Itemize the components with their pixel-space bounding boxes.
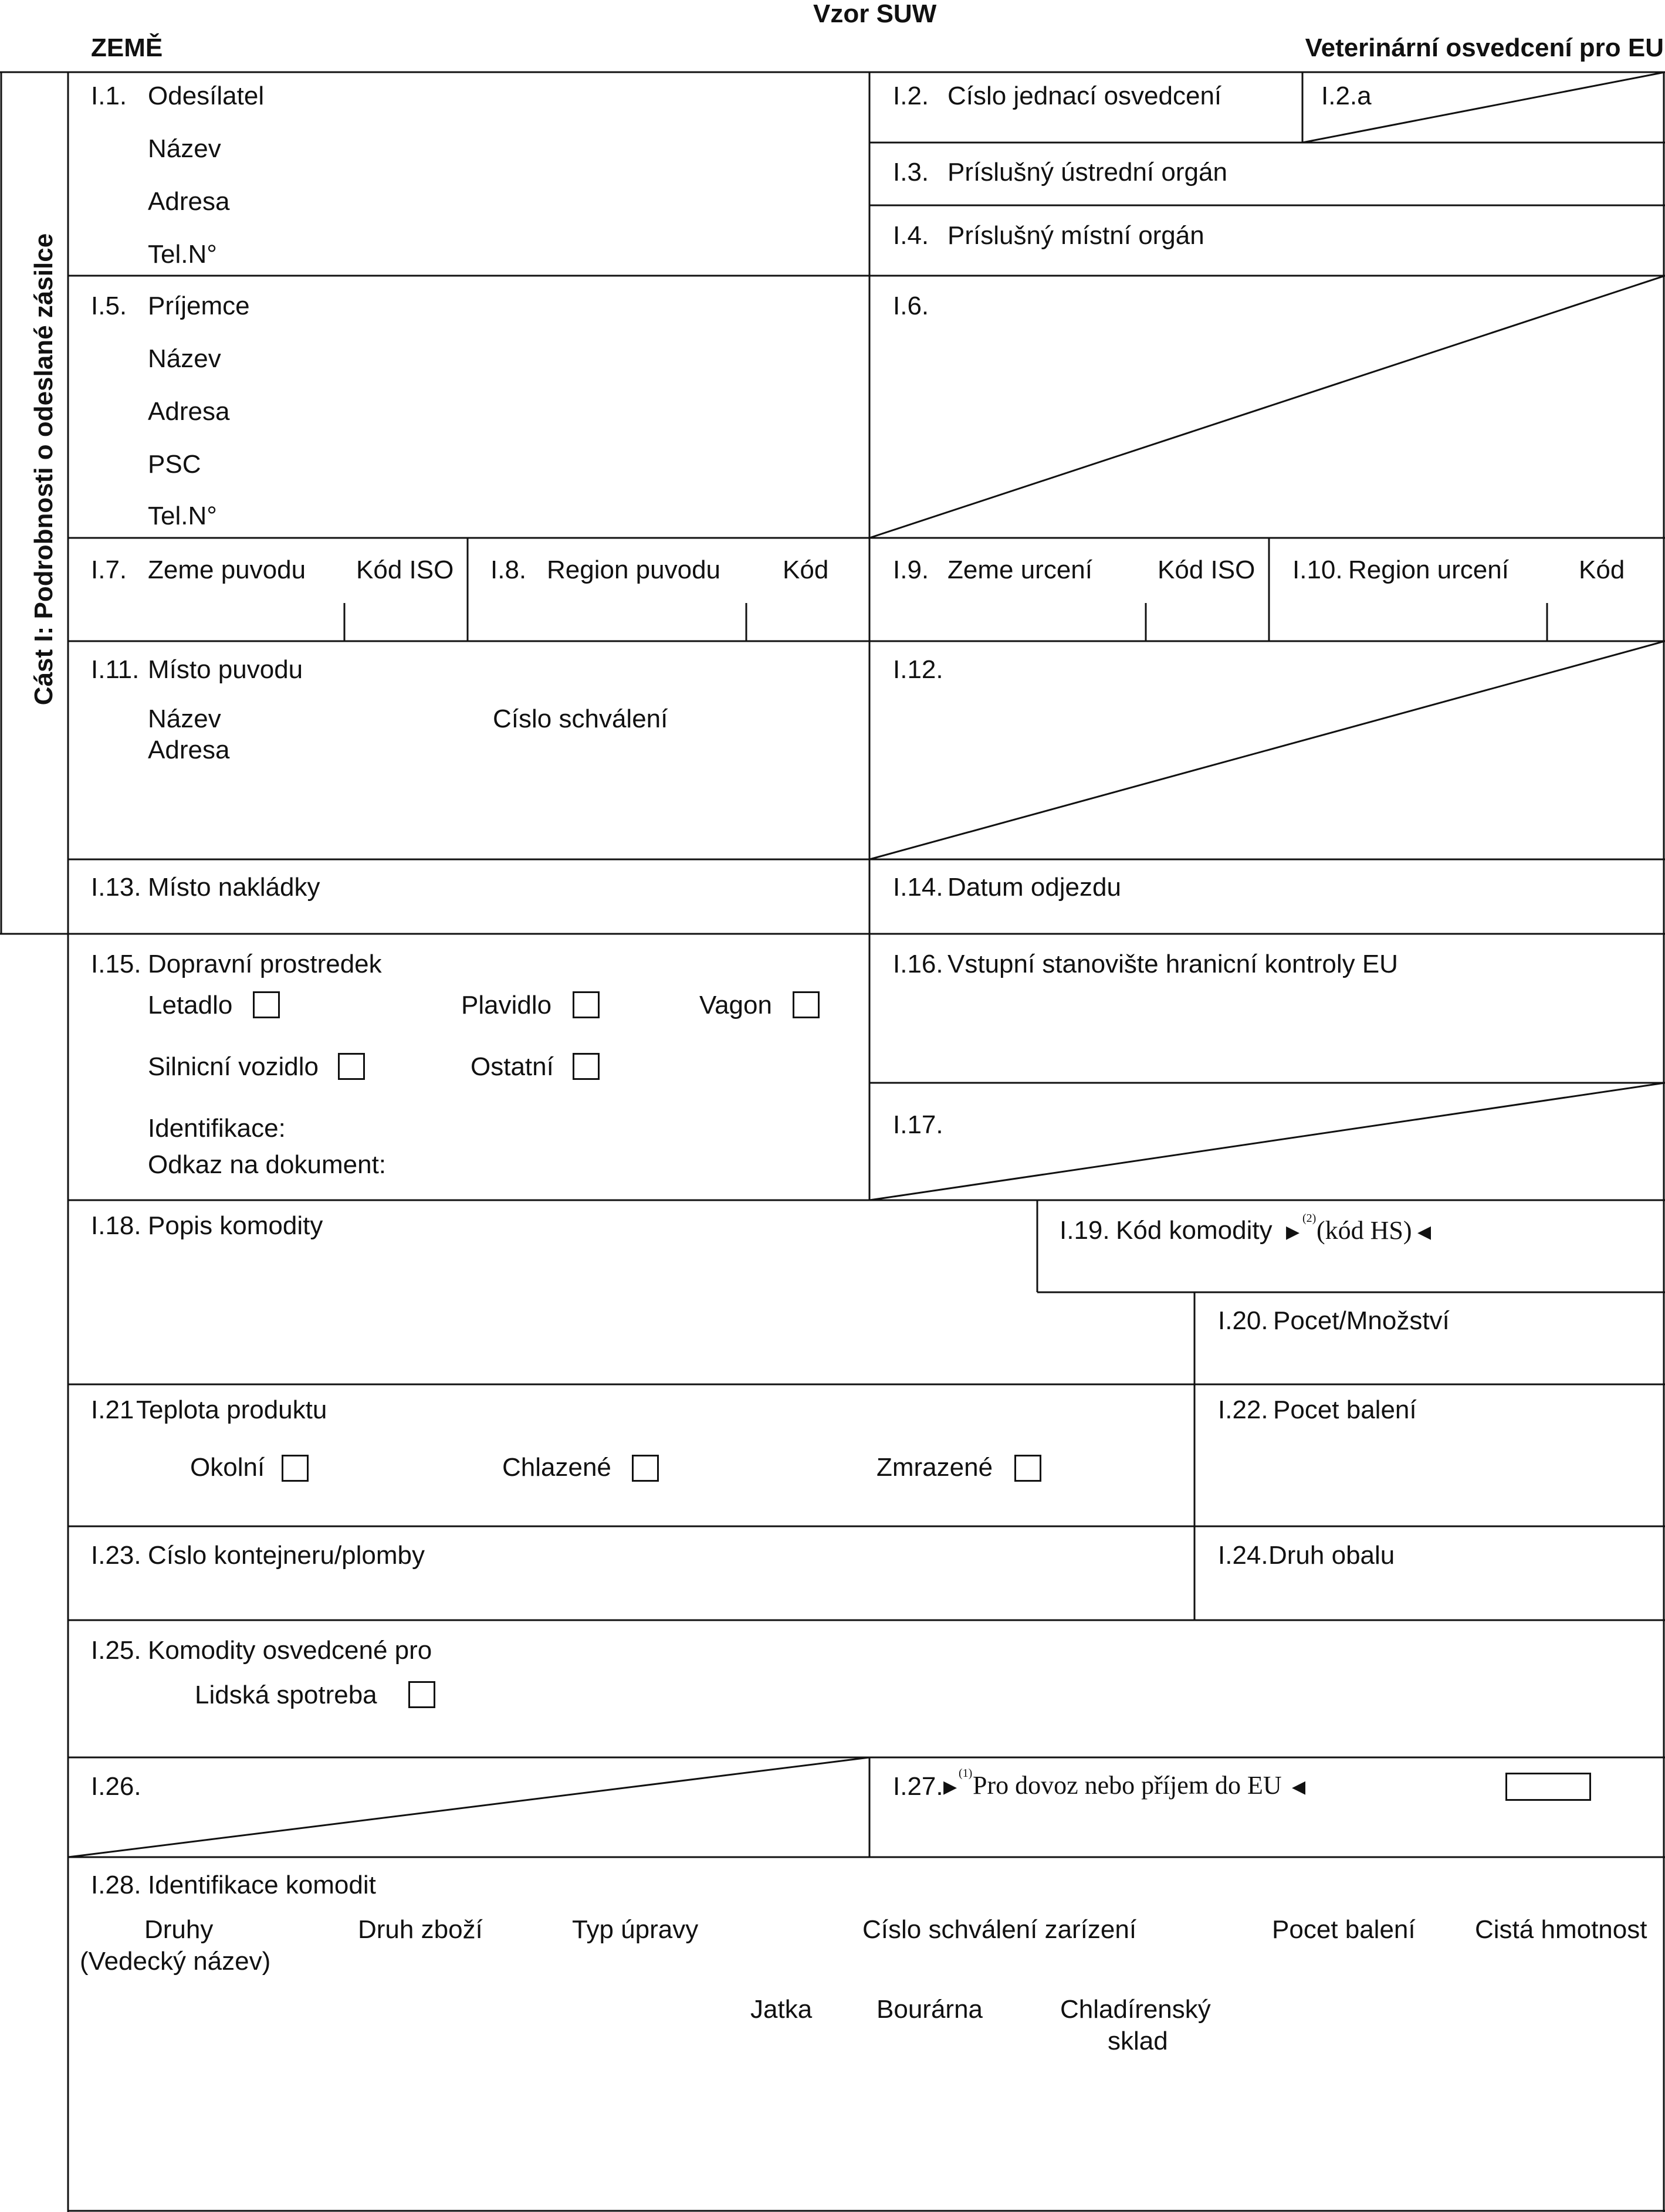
- region-of-origin-label: Region puvodu: [547, 555, 721, 584]
- chilled-label: Chlazené: [502, 1453, 611, 1482]
- i14-number: I.14.: [893, 873, 943, 902]
- aircraft-label: Letadlo: [148, 991, 233, 1019]
- i19-number: I.19.: [1060, 1216, 1110, 1245]
- footnote-2-marker: (2): [1302, 1212, 1317, 1225]
- wagon-checkbox[interactable]: [793, 991, 820, 1018]
- frozen-checkbox[interactable]: [1014, 1455, 1041, 1482]
- region-of-destination-label: Region urcení: [1348, 555, 1509, 584]
- chilled-checkbox[interactable]: [632, 1455, 659, 1482]
- origin-address-label: Adresa: [148, 736, 230, 764]
- country-label: ZEMĚ: [91, 33, 163, 62]
- i7-number: I.7.: [91, 555, 127, 584]
- i5-number: I.5.: [91, 292, 127, 320]
- place-of-origin-label: Místo puvodu: [148, 655, 303, 684]
- i20-number: I.20.: [1218, 1306, 1268, 1335]
- i26-number: I.26.: [91, 1772, 141, 1801]
- column-approval-number: Císlo schválení zarízení: [862, 1915, 1137, 1944]
- consignor-address-label: Adresa: [148, 187, 230, 216]
- footnote-1-marker: (1): [959, 1767, 973, 1780]
- consignee-label: Príjemce: [148, 292, 250, 320]
- human-consumption-checkbox[interactable]: [408, 1681, 435, 1708]
- ambient-checkbox[interactable]: [282, 1455, 309, 1482]
- package-type-label: Druh obalu: [1268, 1541, 1395, 1570]
- commodity-description-label: Popis komodity: [148, 1211, 323, 1240]
- i27-number: I.27.: [893, 1772, 943, 1801]
- i1-number: I.1.: [91, 82, 127, 110]
- destination-iso-code-label: Kód ISO: [1158, 555, 1255, 584]
- consignee-postcode-label: PSC: [148, 450, 201, 479]
- frozen-label: Zmrazené: [877, 1453, 993, 1482]
- i11-number: I.11.: [91, 655, 140, 684]
- entry-bip-label: Vstupní stanovište hranicní kontroly EU: [947, 950, 1398, 978]
- i4-number: I.4.: [893, 221, 929, 250]
- column-treatment-type: Typ úpravy: [572, 1915, 699, 1944]
- central-authority-label: Príslušný ústrední orgán: [947, 158, 1227, 187]
- i2a-number: I.2.a: [1321, 82, 1372, 110]
- column-species: Druhy: [144, 1915, 214, 1944]
- i2-number: I.2.: [893, 82, 929, 110]
- subcolumn-slaughterhouse: Jatka: [750, 1995, 813, 2024]
- i13-number: I.13.: [91, 873, 141, 902]
- consignee-tel-label: Tel.N°: [148, 502, 217, 530]
- i15-number: I.15.: [91, 950, 141, 978]
- human-consumption-label: Lidská spotreba: [195, 1681, 377, 1709]
- origin-iso-code-label: Kód ISO: [356, 555, 454, 584]
- local-authority-label: Príslušný místní orgán: [947, 221, 1204, 250]
- insert-end-icon: ◀: [1292, 1777, 1306, 1797]
- column-net-weight: Cistá hmotnost: [1475, 1915, 1647, 1944]
- i6-number: I.6.: [893, 292, 929, 320]
- origin-name-label: Název: [148, 704, 221, 733]
- insert-start-icon: ▶: [1286, 1222, 1300, 1242]
- consignee-address-label: Adresa: [148, 397, 230, 426]
- i9-number: I.9.: [893, 555, 929, 584]
- column-species-scientific: (Vedecký název): [80, 1947, 271, 1976]
- insert-end-icon: ◀: [1417, 1222, 1432, 1242]
- means-of-transport-label: Dopravní prostredek: [148, 950, 382, 978]
- i3-number: I.3.: [893, 158, 929, 187]
- i16-number: I.16.: [893, 950, 943, 978]
- ship-label: Plavidlo: [461, 991, 552, 1019]
- subcolumn-cutting-plant: Bourárna: [877, 1995, 983, 2024]
- i18-number: I.18.: [91, 1211, 141, 1240]
- other-transport-label: Ostatní: [471, 1052, 554, 1081]
- hs-code-label: (kód HS): [1317, 1216, 1412, 1245]
- document-reference-label: Odkaz na dokument:: [148, 1150, 387, 1179]
- i8-number: I.8.: [490, 555, 527, 584]
- consignee-name-label: Název: [148, 344, 221, 373]
- origin-region-code-label: Kód: [783, 555, 829, 584]
- road-vehicle-label: Silnicní vozidlo: [148, 1052, 319, 1081]
- model-title: Vzor SUW: [813, 0, 937, 28]
- road-vehicle-checkbox[interactable]: [338, 1053, 365, 1080]
- aircraft-checkbox[interactable]: [253, 991, 280, 1018]
- consignor-label: Odesílatel: [148, 82, 265, 110]
- i28-number: I.28.: [91, 1871, 141, 1899]
- i24-number: I.24.: [1218, 1541, 1268, 1570]
- wagon-label: Vagon: [699, 991, 772, 1019]
- subcolumn-cold-store-line1: Chladírenský: [1060, 1995, 1211, 2024]
- ambient-label: Okolní: [190, 1453, 265, 1482]
- i17-number: I.17.: [893, 1110, 943, 1139]
- certificate-title: Veterinární osvedcení pro EU: [1305, 33, 1664, 62]
- i21-number: I.21: [91, 1395, 134, 1424]
- other-transport-checkbox[interactable]: [573, 1053, 600, 1080]
- place-of-loading-label: Místo nakládky: [148, 873, 320, 902]
- subcolumn-cold-store-line2: sklad: [1108, 2027, 1168, 2055]
- certificate-reference-label: Císlo jednací osvedcení: [947, 82, 1222, 110]
- commodity-code-label: Kód komodity: [1116, 1216, 1273, 1245]
- commodities-certified-for-label: Komodity osvedcené pro: [148, 1636, 432, 1665]
- consignor-tel-label: Tel.N°: [148, 240, 217, 269]
- insert-start-icon: ▶: [943, 1777, 957, 1797]
- part-one-side-label: Cást I: Podrobnosti o odeslané zásilce: [29, 233, 58, 706]
- column-number-of-packages: Pocet balení: [1272, 1915, 1416, 1944]
- origin-approval-number-label: Císlo schválení: [493, 704, 668, 733]
- product-temperature-label: Teplota produktu: [136, 1395, 327, 1424]
- import-admission-checkbox[interactable]: [1505, 1773, 1591, 1801]
- i10-number: I.10.: [1292, 555, 1343, 584]
- i25-number: I.25.: [91, 1636, 141, 1665]
- date-of-departure-label: Datum odjezdu: [947, 873, 1121, 902]
- i23-number: I.23.: [91, 1541, 141, 1570]
- country-of-destination-label: Zeme urcení: [947, 555, 1092, 584]
- quantity-label: Pocet/Množství: [1273, 1306, 1450, 1335]
- i12-number: I.12.: [893, 655, 943, 684]
- column-nature-of-commodity: Druh zboží: [358, 1915, 483, 1944]
- identification-label: Identifikace:: [148, 1114, 286, 1143]
- commodity-identification-label: Identifikace komodit: [148, 1871, 376, 1899]
- consignor-name-label: Název: [148, 134, 221, 163]
- import-admission-label: Pro dovoz nebo příjem do EU: [973, 1771, 1282, 1800]
- ship-checkbox[interactable]: [573, 991, 600, 1018]
- container-seal-label: Císlo kontejneru/plomby: [148, 1541, 425, 1570]
- country-of-origin-label: Zeme puvodu: [148, 555, 306, 584]
- i22-number: I.22.: [1218, 1395, 1268, 1424]
- number-of-packages-label: Pocet balení: [1273, 1395, 1417, 1424]
- destination-region-code-label: Kód: [1579, 555, 1625, 584]
